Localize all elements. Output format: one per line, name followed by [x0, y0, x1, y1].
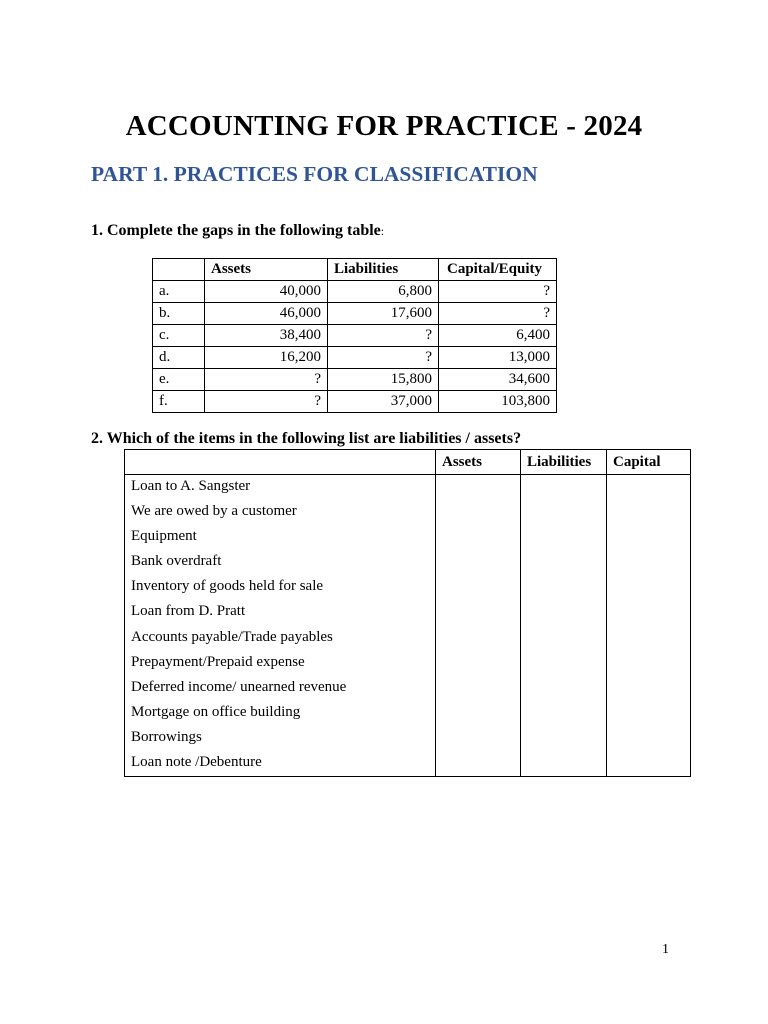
classification-body-row — [125, 475, 691, 777]
capital-answer-column[interactable] — [607, 475, 691, 777]
part-heading: PART 1. PRACTICES FOR CLASSIFICATION — [91, 162, 538, 186]
classification-header-blank — [125, 450, 436, 475]
row-label: c. — [153, 325, 205, 347]
classification-item: Prepayment/Prepaid expense — [131, 653, 305, 670]
assets-cell: ? — [205, 391, 328, 413]
classification-item: Loan from D. Pratt — [131, 603, 246, 620]
gaps-header-blank — [153, 259, 205, 281]
gaps-header-capital-equity: Capital/Equity — [439, 259, 557, 281]
question-2-prompt: 2. Which of the items in the following list are liabilities / assets? — [91, 430, 522, 447]
classification-item: Deferred income/ unearned revenue — [131, 678, 347, 695]
assets-cell: 16,200 — [205, 347, 328, 369]
classification-header-assets: Assets — [436, 450, 521, 475]
gaps-table-row — [153, 303, 557, 325]
liabilities-cell: ? — [328, 325, 439, 347]
page-number: 1 — [662, 942, 669, 957]
gaps-table-row — [153, 347, 557, 369]
liabilities-cell: 15,800 — [328, 369, 439, 391]
liabilities-answer-column[interactable] — [521, 475, 607, 777]
row-label: b. — [153, 303, 205, 325]
capital-equity-cell: ? — [439, 281, 557, 303]
gaps-table-row — [153, 391, 557, 413]
row-label: e. — [153, 369, 205, 391]
classification-item: Loan to A. Sangster — [131, 478, 251, 494]
classification-item: Mortgage on office building — [131, 703, 301, 720]
gaps-table-header-row — [153, 259, 557, 281]
classification-header-liabilities: Liabilities — [521, 450, 607, 475]
classification-item: Loan note /Debenture — [131, 754, 262, 771]
liabilities-cell: 6,800 — [328, 281, 439, 303]
question-1-prompt — [91, 222, 384, 240]
gaps-table-row — [153, 369, 557, 391]
liabilities-cell: 17,600 — [328, 303, 439, 325]
capital-equity-cell: 34,600 — [439, 369, 557, 391]
classification-table — [124, 449, 691, 777]
gaps-table-row — [153, 281, 557, 303]
document-title: ACCOUNTING FOR PRACTICE - 2024 — [125, 110, 643, 142]
gaps-header-liabilities: Liabilities — [328, 259, 439, 281]
liabilities-cell: 37,000 — [328, 391, 439, 413]
classification-header-capital: Capital — [607, 450, 691, 475]
gaps-header-assets: Assets — [205, 259, 328, 281]
assets-cell: 38,400 — [205, 325, 328, 347]
classification-header-row — [125, 450, 691, 475]
classification-items-cell — [125, 475, 436, 777]
capital-equity-cell: 103,800 — [439, 391, 557, 413]
classification-item: Borrowings — [131, 728, 202, 745]
question-1-colon: : — [380, 224, 385, 238]
classification-item: Bank overdraft — [131, 553, 222, 570]
assets-cell: ? — [205, 369, 328, 391]
gaps-table — [152, 258, 557, 413]
liabilities-cell: ? — [328, 347, 439, 369]
assets-cell: 46,000 — [205, 303, 328, 325]
assets-cell: 40,000 — [205, 281, 328, 303]
classification-item: Equipment — [131, 528, 197, 545]
row-label: d. — [153, 347, 205, 369]
classification-item: Inventory of goods held for sale — [131, 578, 324, 595]
classification-item: Accounts payable/Trade payables — [131, 628, 333, 645]
row-label: f. — [153, 391, 205, 413]
assets-answer-column[interactable] — [436, 475, 521, 777]
capital-equity-cell: 13,000 — [439, 347, 557, 369]
capital-equity-cell: 6,400 — [439, 325, 557, 347]
row-label: a. — [153, 281, 205, 303]
capital-equity-cell: ? — [439, 303, 557, 325]
question-1-text: 1. Complete the gaps in the following table — [91, 222, 381, 239]
gaps-table-row — [153, 325, 557, 347]
classification-item: We are owed by a customer — [131, 503, 297, 520]
